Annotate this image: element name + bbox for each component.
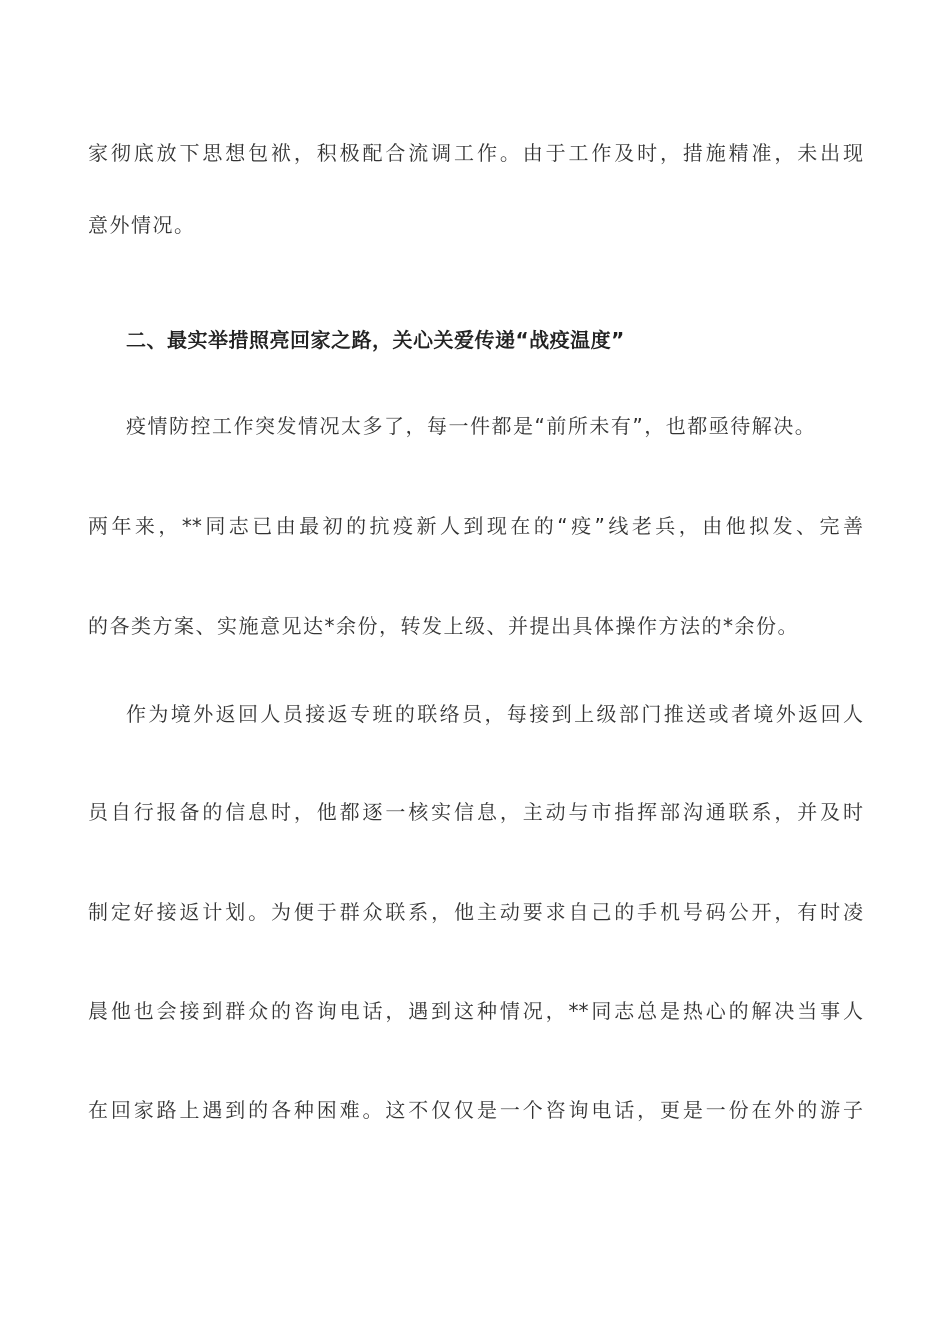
- paragraph-1-line-2: 意外情况。: [88, 213, 196, 237]
- paragraph-3-line-5: 在回家路上遇到的各种困难。这不仅仅是一个咨询电话，更是一份在外的游子: [88, 1098, 863, 1122]
- paragraph-3-line-4: 晨他也会接到群众的咨询电话，遇到这种情况，**同志总是热心的解决当事人: [88, 999, 863, 1023]
- paragraph-3-line-3: 制定好接返计划。为便于群众联系，他主动要求自己的手机号码公开，有时凌: [88, 900, 863, 924]
- paragraph-2-line-1: 疫情防控工作突发情况太多了，每一件都是“前所未有”，也都亟待解决。: [126, 414, 817, 438]
- section-heading: 二、最实举措照亮回家之路，关心关爱传递“战疫温度”: [126, 328, 625, 352]
- paragraph-1-line-1: 家彻底放下思想包袱，积极配合流调工作。由于工作及时，措施精准，未出现: [88, 141, 863, 165]
- paragraph-2-line-2: 两年来，**同志已由最初的抗疫新人到现在的“疫”线老兵，由他拟发、完善: [88, 514, 863, 538]
- paragraph-2-line-3: 的各类方案、实施意见达*余份，转发上级、并提出具体操作方法的*余份。: [88, 614, 799, 638]
- paragraph-3-line-1: 作为境外返回人员接返专班的联络员，每接到上级部门推送或者境外返回人: [126, 702, 863, 726]
- paragraph-3-line-2: 员自行报备的信息时，他都逐一核实信息，主动与市指挥部沟通联系，并及时: [88, 800, 863, 824]
